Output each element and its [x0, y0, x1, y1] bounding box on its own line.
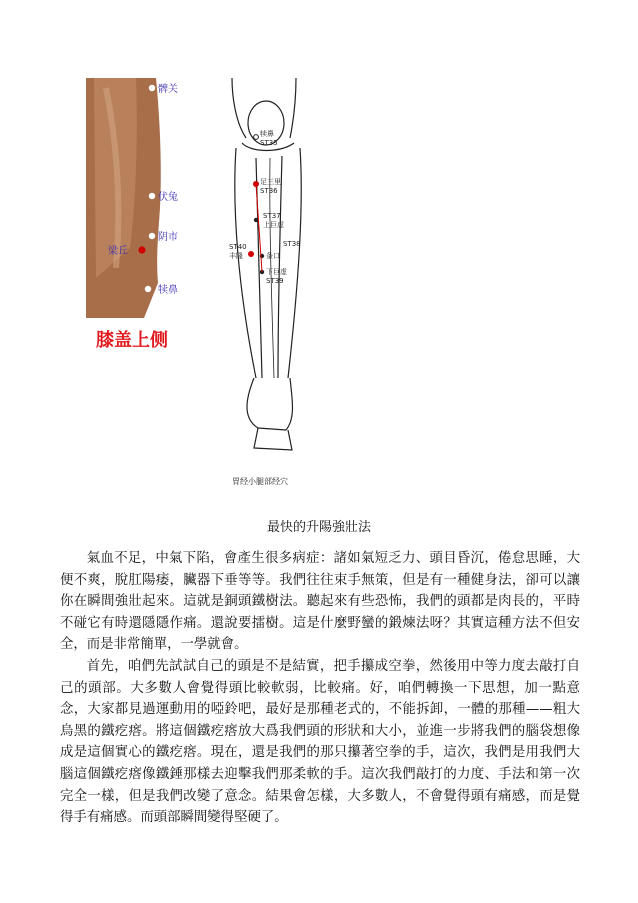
- paragraph: 首先，咱們先試試自己的頭是不是結實，把手攥成空拳，然後用中等力度去敲打自己的頭部。大多數人會覺得頭比較軟弱，比較痛。好，咱們轉換一下思想，加一點意念，大家都見過運動用的啞鈴吧，最好是那種老式的，不能拆卸，一體的那種——粗大烏黑的鐵疙瘩。將這個鐵疙瘩放大爲我們頭的形狀和大小，並進一步將我們的腦袋想像成是這個實心的鐵疙瘩。現在，還是我們的那只攥著空拳的手，這次，我們是用我們大腦這個鐵疙瘩像鐵錘那樣去迎擊我們那柔軟的手。這次我們敲打的力度、手法和第一次完全一樣，但是我們改變了意念。結果會怎樣，大多數人，不會覺得頭有痛感，而是覺得手有痛感。而頭部瞬間變得堅硬了。: [60, 658, 580, 826]
- paragraph: 氣血不足，中氣下陷，會產生很多病症：諸如氣短乏力、頭目昏沉，倦怠思睡，大便不爽，脫肛陽痿，臟器下垂等等。我們往往束手無策，但是有一種健身法，卻可以讓你在瞬間強壯起來。這就是銅頭鐵樹法。聽起來有些恐怖，我們的頭都是肉長的，平時不碰它有時還隱隱作痛。還說要擂樹。這是什麼野蠻的鍛煉法呀？其實這種方法不但安全，而是非常簡單，一學就會。: [60, 551, 580, 653]
- label-liangqiu: 梁丘: [108, 246, 128, 257]
- left-panel-caption: 膝盖上侧: [96, 330, 168, 351]
- label-tiaokou: 条口: [266, 252, 280, 260]
- point-dubi-photo: [145, 286, 151, 292]
- label-futu: 伏兔: [158, 192, 178, 203]
- label-yinshi: 阴市: [158, 232, 178, 243]
- label-st39: ST39: [266, 277, 284, 285]
- label-shangjuxu: 上巨虚: [263, 221, 284, 229]
- label-biguan: 髀关: [158, 84, 178, 95]
- point-yinshi: [149, 233, 155, 239]
- leg-diagram-points: [248, 135, 264, 275]
- label-st37: ST37: [263, 212, 281, 220]
- leg-diagram-caption: 胃经小腿部经穴: [232, 477, 288, 486]
- label-st38: ST38: [283, 240, 301, 248]
- label-dubi: 犊鼻: [260, 130, 274, 138]
- point-liangqiu: [138, 246, 145, 253]
- label-xiajuxu: 下巨虚: [266, 268, 287, 276]
- label-st35: ST35: [260, 139, 278, 147]
- point-futu: [149, 193, 155, 199]
- label-st40: ST40: [229, 243, 247, 251]
- left-photo-panel: [86, 78, 196, 490]
- leg-diagram-labels: [229, 129, 301, 486]
- label-st36: ST36: [260, 187, 278, 195]
- label-zusanli: 足三里: [260, 178, 281, 186]
- point-biguan: [149, 85, 155, 91]
- label-dubi-photo: 犊鼻: [158, 285, 178, 296]
- body-text: [60, 548, 580, 829]
- acupoint-figure: [86, 78, 308, 490]
- figure-caption: 最快的升陽強壯法: [266, 520, 371, 535]
- label-fenglong: 丰隆: [229, 252, 243, 260]
